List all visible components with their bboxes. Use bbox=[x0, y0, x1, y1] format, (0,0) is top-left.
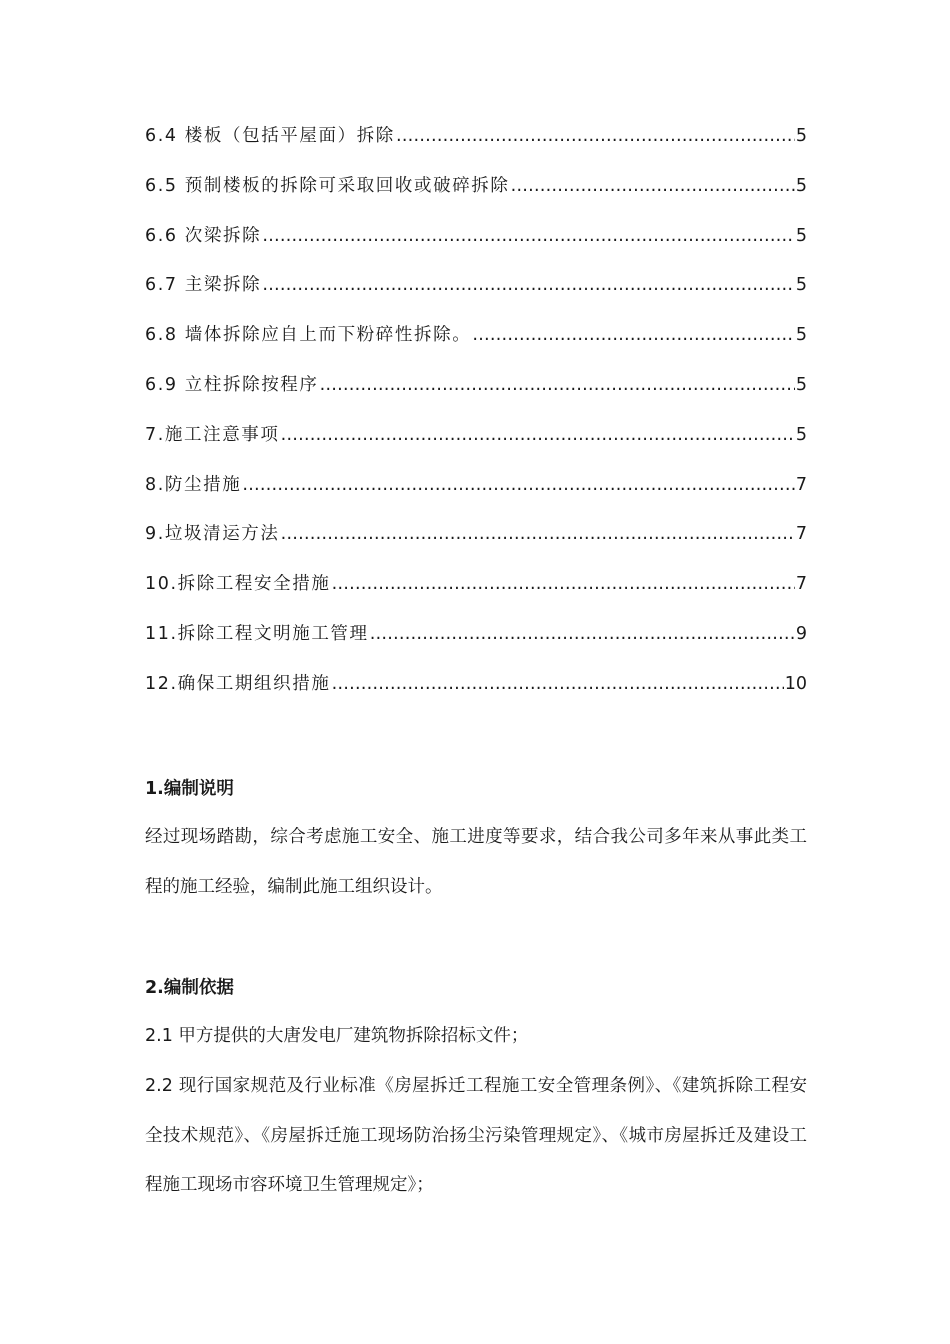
toc-entry[interactable] bbox=[145, 421, 807, 471]
toc-entry[interactable] bbox=[145, 371, 807, 421]
toc-entry-page: 10 bbox=[784, 673, 807, 694]
toc-leader-dots bbox=[320, 375, 795, 395]
toc-leader-dots bbox=[472, 325, 795, 345]
toc-entry-page: 5 bbox=[795, 126, 807, 146]
toc-entry-label: 10.拆除工程安全措施 bbox=[145, 574, 331, 595]
toc-leader-dots bbox=[396, 126, 795, 146]
toc-entry-page: 5 bbox=[795, 275, 807, 296]
toc-entry-label: 9.垃圾清运方法 bbox=[145, 524, 280, 545]
toc-entry[interactable] bbox=[145, 271, 807, 321]
toc-entry-label: 6.7 主梁拆除 bbox=[145, 275, 262, 296]
toc-entry-page: 5 bbox=[795, 424, 807, 445]
section-compilation-notes bbox=[145, 777, 807, 913]
toc-entry-label: 6.6 次梁拆除 bbox=[145, 225, 262, 246]
toc-entry[interactable] bbox=[145, 321, 807, 371]
toc-entry-page: 5 bbox=[795, 374, 807, 395]
toc-entry-page: 5 bbox=[795, 325, 807, 346]
toc-entry-label: 12.确保工期组织措施 bbox=[145, 673, 331, 694]
toc-entry[interactable] bbox=[145, 620, 807, 670]
toc-entry-page: 5 bbox=[795, 175, 807, 196]
toc-leader-dots bbox=[242, 475, 795, 495]
toc-entry-page: 5 bbox=[795, 225, 807, 246]
section-heading: 2.编制依据 bbox=[145, 978, 234, 998]
section-heading: 1.编制说明 bbox=[145, 779, 234, 799]
basis-item: 2.1 甲方提供的大唐发电厂建筑物拆除招标文件； bbox=[145, 1026, 529, 1046]
toc-entry-label: 6.8 墙体拆除应自上而下粉碎性拆除。 bbox=[145, 325, 472, 346]
toc-entry[interactable] bbox=[145, 570, 807, 620]
basis-item: 2.2 现行国家规范及行业标准《房屋拆迁工程施工安全管理条例》、《建筑拆除工程安全技术规范》、《房屋拆迁施工现场防治扬尘污染管理规定》、《城市房屋拆迁及建设工程施工现场市容环境卫生管理规定》； bbox=[145, 1075, 807, 1196]
toc-entry-page: 7 bbox=[795, 574, 807, 595]
toc-leader-dots bbox=[262, 275, 795, 295]
toc-entry-page: 7 bbox=[795, 474, 807, 495]
toc-entry-page: 9 bbox=[795, 623, 807, 644]
section-body: 经过现场踏勘，综合考虑施工安全、施工进度等要求，结合我公司多年来从事此类工程的施工经验，编制此施工组织设计。 bbox=[145, 827, 807, 897]
toc-leader-dots bbox=[281, 524, 795, 544]
toc-leader-dots bbox=[331, 674, 783, 694]
table-of-contents bbox=[145, 122, 807, 720]
toc-entry[interactable] bbox=[145, 172, 807, 222]
toc-entry[interactable] bbox=[145, 670, 807, 720]
toc-entry-page: 7 bbox=[795, 524, 807, 545]
toc-entry-label: 7.施工注意事项 bbox=[145, 424, 280, 445]
toc-leader-dots bbox=[370, 624, 795, 644]
toc-entry-label: 8.防尘措施 bbox=[145, 474, 242, 495]
toc-leader-dots bbox=[281, 425, 795, 445]
toc-leader-dots bbox=[262, 226, 795, 246]
toc-entry-label: 6.9 立柱拆除按程序 bbox=[145, 374, 319, 395]
toc-entry[interactable] bbox=[145, 222, 807, 272]
toc-entry[interactable] bbox=[145, 520, 807, 570]
toc-entry[interactable] bbox=[145, 122, 807, 172]
section-compilation-basis bbox=[145, 976, 807, 1211]
toc-entry[interactable] bbox=[145, 471, 807, 521]
toc-entry-label: 6.4 楼板（包括平屋面）拆除 bbox=[145, 126, 395, 146]
toc-leader-dots bbox=[511, 176, 795, 196]
toc-entry-label: 11.拆除工程文明施工管理 bbox=[145, 623, 369, 644]
toc-leader-dots bbox=[331, 574, 794, 594]
toc-entry-label: 6.5 预制楼板的拆除可采取回收或破碎拆除 bbox=[145, 175, 510, 196]
